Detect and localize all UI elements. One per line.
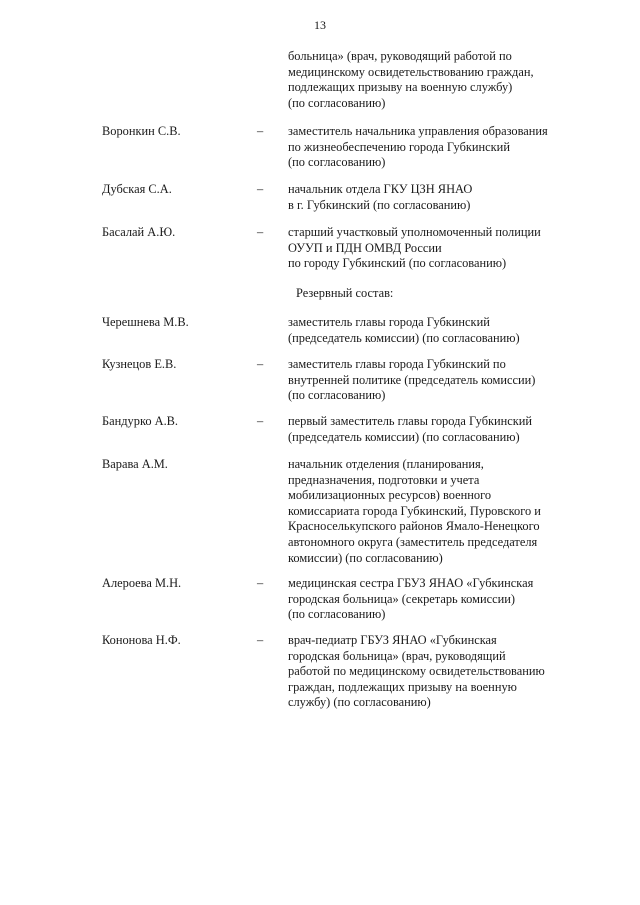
member-description bbox=[288, 457, 618, 566]
member-description bbox=[288, 414, 618, 445]
description-line: (председатель комиссии) (по согласованию) bbox=[288, 429, 520, 444]
description-line: комиссариата города Губкинский, Пуровского и bbox=[288, 503, 541, 518]
member-description bbox=[288, 182, 618, 213]
member-name: Варава А.М. bbox=[102, 457, 168, 471]
description-line: автономного округа (заместитель председателя bbox=[288, 534, 538, 549]
description-line: по жизнеобеспечению города Губкинский bbox=[288, 139, 510, 154]
member-name: Кузнецов Е.В. bbox=[102, 357, 177, 371]
description-line: врач-педиатр ГБУЗ ЯНАО «Губкинская bbox=[288, 633, 497, 647]
description-line: работой по медицинскому освидетельствованию bbox=[288, 664, 545, 679]
description-line: граждан, подлежащих призыву на военную bbox=[288, 679, 517, 694]
member-description bbox=[288, 576, 618, 623]
description-line: городская больница» (врач, руководящий bbox=[288, 648, 506, 663]
member-name: Кононова Н.Ф. bbox=[102, 633, 181, 647]
description-line: (по согласованию) bbox=[288, 607, 386, 622]
description-line: начальник отделения (планирования, bbox=[288, 457, 484, 471]
description-line: медицинскому освидетельствованию граждан, bbox=[288, 64, 534, 79]
member-dash: – bbox=[257, 414, 264, 428]
member-name: Басалай А.Ю. bbox=[102, 225, 176, 239]
member-name: Алероева М.Н. bbox=[102, 576, 182, 590]
description-line: комиссии) (по согласованию) bbox=[288, 550, 443, 565]
page-number: 13 bbox=[314, 18, 326, 32]
description-line: больница» (врач, руководящий работой по bbox=[288, 49, 512, 63]
description-line: (по согласованию) bbox=[288, 95, 386, 110]
member-description bbox=[288, 49, 618, 111]
member-description bbox=[288, 633, 618, 711]
member-dash: – bbox=[257, 225, 264, 239]
description-line: службу) (по согласованию) bbox=[288, 695, 431, 710]
description-line: начальник отдела ГКУ ЦЗН ЯНАО bbox=[288, 182, 473, 196]
member-dash: – bbox=[257, 357, 264, 371]
member-dash: – bbox=[257, 124, 264, 138]
description-line: мобилизационных ресурсов) военного bbox=[288, 488, 492, 503]
member-name: Бандурко А.В. bbox=[102, 414, 179, 428]
member-name: Воронкин С.В. bbox=[102, 124, 181, 138]
member-name: Дубская С.А. bbox=[102, 182, 172, 196]
description-line: заместитель главы города Губкинский по bbox=[288, 357, 506, 371]
description-line: заместитель главы города Губкинский bbox=[288, 315, 490, 329]
description-line: городская больница» (секретарь комиссии) bbox=[288, 591, 515, 606]
member-description bbox=[288, 315, 618, 346]
description-line: в г. Губкинский (по согласованию) bbox=[288, 197, 471, 212]
member-dash: – bbox=[257, 182, 264, 196]
description-line: ОУУП и ПДН ОМВД России bbox=[288, 240, 442, 255]
member-description bbox=[288, 124, 618, 171]
member-name: Черешнева М.В. bbox=[102, 315, 189, 329]
member-description bbox=[288, 357, 618, 404]
member-dash: – bbox=[257, 576, 264, 590]
reserve-section-title: Резервный состав: bbox=[296, 286, 394, 300]
description-line: внутренней политике (председатель комиссии) bbox=[288, 372, 536, 387]
description-line: первый заместитель главы города Губкинский bbox=[288, 414, 533, 428]
description-line: предназначения, подготовки и учета bbox=[288, 472, 480, 487]
member-description bbox=[288, 225, 618, 272]
description-line: подлежащих призыву на военную службу) bbox=[288, 80, 513, 95]
description-line: медицинская сестра ГБУЗ ЯНАО «Губкинская bbox=[288, 576, 534, 590]
description-line: старший участковый уполномоченный полиции bbox=[288, 225, 541, 239]
description-line: по городу Губкинский (по согласованию) bbox=[288, 256, 507, 271]
description-line: (по согласованию) bbox=[288, 388, 386, 403]
description-line: (председатель комиссии) (по согласованию) bbox=[288, 330, 520, 345]
member-dash: – bbox=[257, 633, 264, 647]
description-line: Красноселькупского районов Ямало-Ненецкого bbox=[288, 519, 540, 534]
description-line: заместитель начальника управления образования bbox=[288, 124, 548, 138]
description-line: (по согласованию) bbox=[288, 155, 386, 170]
